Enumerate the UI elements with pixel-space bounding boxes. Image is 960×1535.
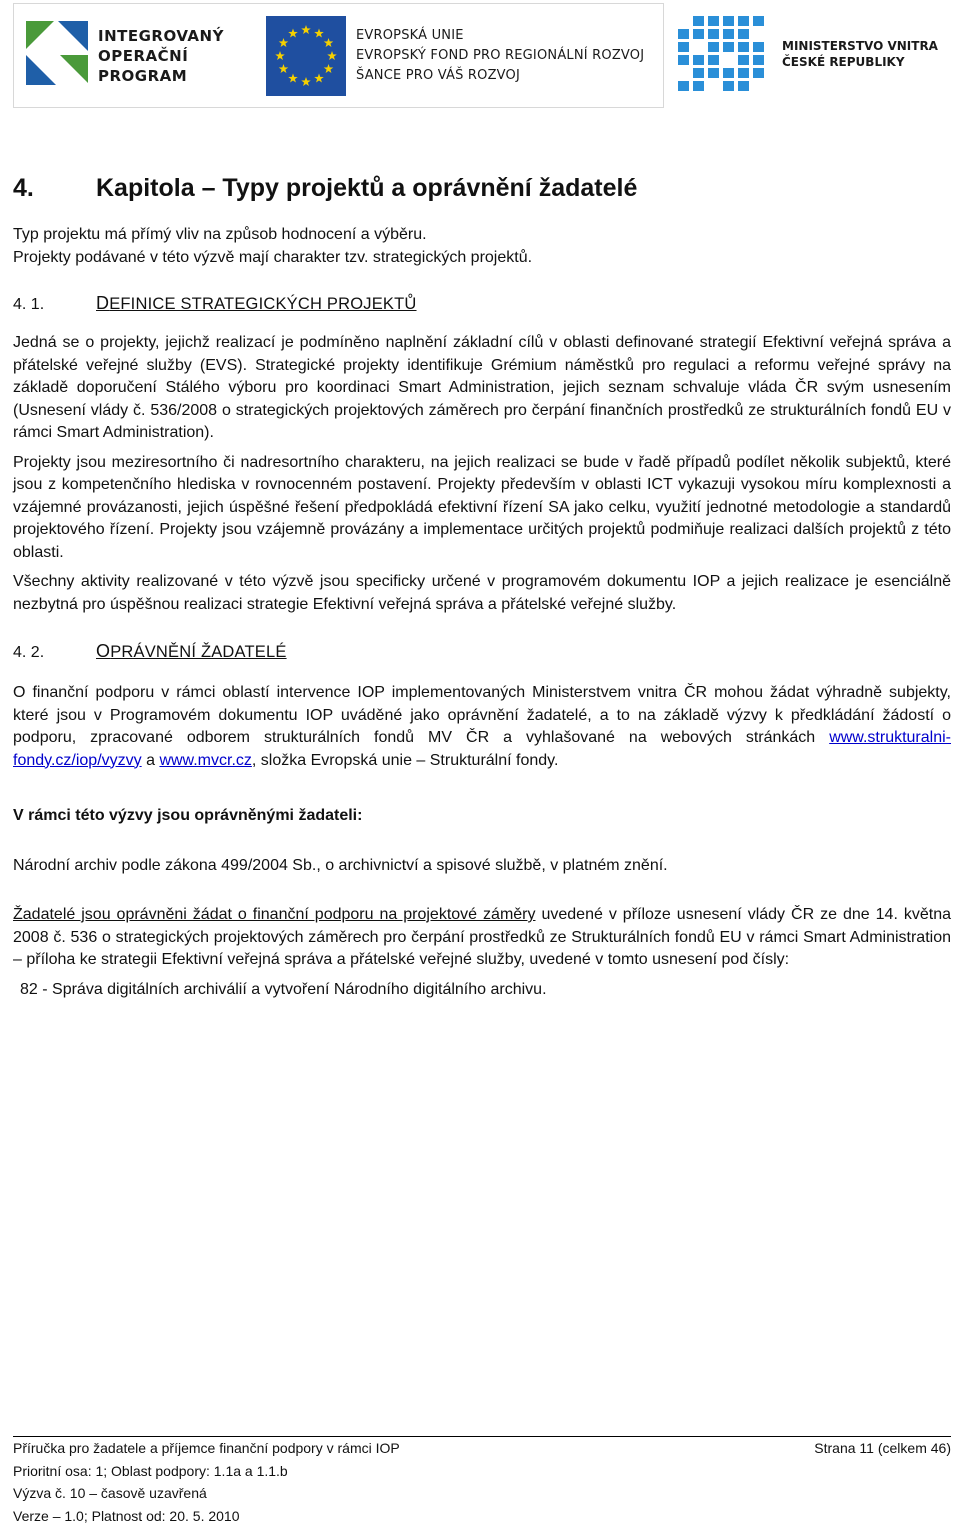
strukturalni-fondy-link[interactable]: www.strukturalni-fondy.cz/iop/vyzvy: [13, 729, 951, 769]
section-1-paragraph-1: Jedná se o projekty, jejichž realizací je podmíněno naplnění základní cílů v oblasti definované strategií Efektivní veřejná správa a přátelské veřejné služby (EVS). Strategické projekty identifikuje Grémium náměstků pro regulaci a reformu veřejné správy na základě doporučení Stálého výboru pro koordinaci Smart Administration, jejich seznam schvaluje vláda ČR svým usnesením (Usnesení vlády č. 536/2008 o strategických projektových záměrech pro čerpání finančních prostředků ze strukturálních fondů EU v rámci Smart Administration).: [13, 334, 951, 441]
mv-dot: [738, 55, 749, 65]
section-2-title: [96, 643, 287, 661]
section-1-paragraph-3: Všechny aktivity realizované v této výzvě jsou specificky určené v programovém dokumentu IOP a jejich realizace je esenciálně nezbytná pro úspěšnou realizaci strategie Efektivní veřejná správa a přátelské veřejné služby.: [13, 573, 951, 613]
mv-dot: [738, 68, 749, 78]
para2-underlined: Žadatelé jsou oprávněni žádat o finanční podporu na projektové záměry: [13, 906, 536, 923]
footer-call: Výzva č. 10 – časově uzavřená: [13, 1485, 207, 1501]
para2-rest: uvedené v příloze usnesení vlády ČR ze dne 14. května 2008 č. 536 o strategických projektových záměrech pro čerpání prostředků ze Strukturálních fondů EU v rámci Smart Administration – příloha ke strategii Efektivní veřejná správa a přátelské veřejné služby, uvedené v tomto usnesení pod čísly:: [13, 906, 951, 968]
mv-text: [782, 38, 938, 70]
main-content: [13, 170, 951, 1001]
mv-dot: [693, 16, 704, 26]
section-1-number: 4. 1.: [13, 296, 45, 313]
mv-line-1: MINISTERSTVO VNITRA: [782, 39, 938, 53]
mv-dot: [678, 55, 689, 65]
footer-row-1: [13, 1437, 951, 1460]
section-2-title-rest: PRÁVNĚNÍ ŽADATELÉ: [110, 643, 287, 661]
para1-connector: a: [141, 751, 160, 769]
mv-dot: [693, 68, 704, 78]
eu-text: [356, 26, 644, 86]
header-logos: [13, 3, 664, 108]
iop-line-1: INTEGROVANÝ: [98, 26, 224, 45]
mv-dot: [738, 81, 749, 91]
eu-line-3: ŠANCE PRO VÁŠ ROZVOJ: [356, 67, 521, 83]
mv-dot: [678, 42, 689, 52]
section-2-paragraph-2: [13, 904, 951, 972]
chapter-title: Kapitola – Typy projektů a oprávnění žadatelé: [96, 174, 638, 202]
mv-dot: [708, 29, 719, 39]
footer-version: Verze – 1.0; Platnost od: 20. 5. 2010: [13, 1507, 240, 1524]
mv-dot: [753, 68, 764, 78]
mv-dot: [708, 68, 719, 78]
section-2-heading: [13, 638, 951, 664]
mv-logo: [674, 14, 938, 94]
footer-document-title: Příručka pro žadatele a příjemce finanční podpory v rámci IOP: [13, 1440, 400, 1456]
mv-dot: [738, 42, 749, 52]
chapter-heading: [13, 170, 951, 206]
iop-line-3: PROGRAM: [98, 66, 188, 85]
mv-dot: [708, 55, 719, 65]
mv-dot: [753, 16, 764, 26]
mv-dot: [738, 29, 749, 39]
mv-dot: [678, 29, 689, 39]
iop-logo-mark: [26, 21, 88, 91]
mv-dot: [753, 42, 764, 52]
project-list-item: 82 - Správa digitálních archiválií a vytvoření Národního digitálního archivu.: [20, 980, 547, 998]
iop-logo: [26, 12, 224, 100]
section-1-title-rest: EFINICE STRATEGICKÝCH PROJEKTŮ: [109, 295, 417, 313]
intro-line-1: Typ projektu má přímý vliv na způsob hodnocení a výběru.: [13, 226, 427, 243]
mv-dot: [723, 81, 734, 91]
mv-dots-icon: [674, 14, 770, 94]
mv-dot: [723, 68, 734, 78]
mv-dot: [738, 16, 749, 26]
eu-logo: [266, 16, 644, 96]
applicants-heading: V rámci této výzvy jsou oprávněnými žadateli:: [13, 807, 363, 824]
section-2-title-initial: O: [96, 641, 111, 661]
section-1-title-initial: D: [96, 293, 110, 313]
mv-dot: [693, 81, 704, 91]
mvcr-link[interactable]: www.mvcr.cz: [159, 751, 252, 769]
mv-dot: [708, 16, 719, 26]
eu-line-2: EVROPSKÝ FOND PRO REGIONÁLNÍ ROZVOJ: [356, 47, 645, 63]
mv-dot: [723, 42, 734, 52]
mv-dot: [723, 16, 734, 26]
chapter-number: 4.: [13, 174, 34, 202]
mv-dot: [723, 29, 734, 39]
mv-dot: [753, 55, 764, 65]
mv-dot: [693, 29, 704, 39]
intro-line-2: Projekty podávané v této výzvě mají charakter tzv. strategických projektů.: [13, 248, 533, 266]
footer-page-number: Strana 11 (celkem 46): [814, 1440, 951, 1456]
iop-logo-text: [98, 26, 224, 86]
footer-priority: Prioritní osa: 1; Oblast podpory: 1.1a a 1.1.b: [13, 1462, 288, 1479]
eu-flag-icon: [266, 16, 346, 96]
section-2-number: 4. 2.: [13, 644, 45, 661]
para1-text: O finanční podporu v rámci oblastí intervence IOP implementovaných Ministerstvem vnitra ČR mohou žádat výhradně subjekty, které jsou v Programovém dokumentu IOP uváděné jako oprávnění žadatelé, a to na základě výzvy k předkládání žádostí o podporu, zpracované odborem strukturálních fondů MV ČR a vyhlašované na webových stránkách: [13, 684, 951, 746]
section-1-title: [96, 295, 417, 313]
page-footer: [13, 1436, 951, 1527]
section-2-paragraph-1: [13, 682, 951, 772]
applicant-entry: Národní archiv podle zákona 499/2004 Sb., o archivnictví a spisové službě, v platném znění.: [13, 856, 668, 874]
mv-dot: [708, 42, 719, 52]
mv-dot: [693, 55, 704, 65]
para1-tail: , složka Evropská unie – Strukturální fondy.: [251, 751, 559, 769]
eu-line-1: EVROPSKÁ UNIE: [356, 27, 464, 43]
section-1-paragraph-2: Projekty jsou meziresortního či nadresortního charakteru, na jejich realizaci se bude v řadě případů podílet několik subjektů, které jsou z kompetenčního hlediska v rovnocenném postavení. Projekty především v oblasti ICT vykazuji vysokou míru komplexnosti a vzájemné provázanosti, jejich úspěšné řešení předpokládá efektivní řízení SA jako celku, využití jednotné metodologie a standardů projektového řízení. Projekty jsou vzájemně provázány a implementace určitých projektů podmiňuje realizaci dalších projektů z této oblasti.: [13, 453, 951, 561]
section-1-heading: [13, 290, 951, 316]
mv-dot: [678, 81, 689, 91]
mv-line-2: ČESKÉ REPUBLIKY: [782, 55, 905, 69]
iop-line-2: OPERAČNÍ: [98, 46, 189, 65]
